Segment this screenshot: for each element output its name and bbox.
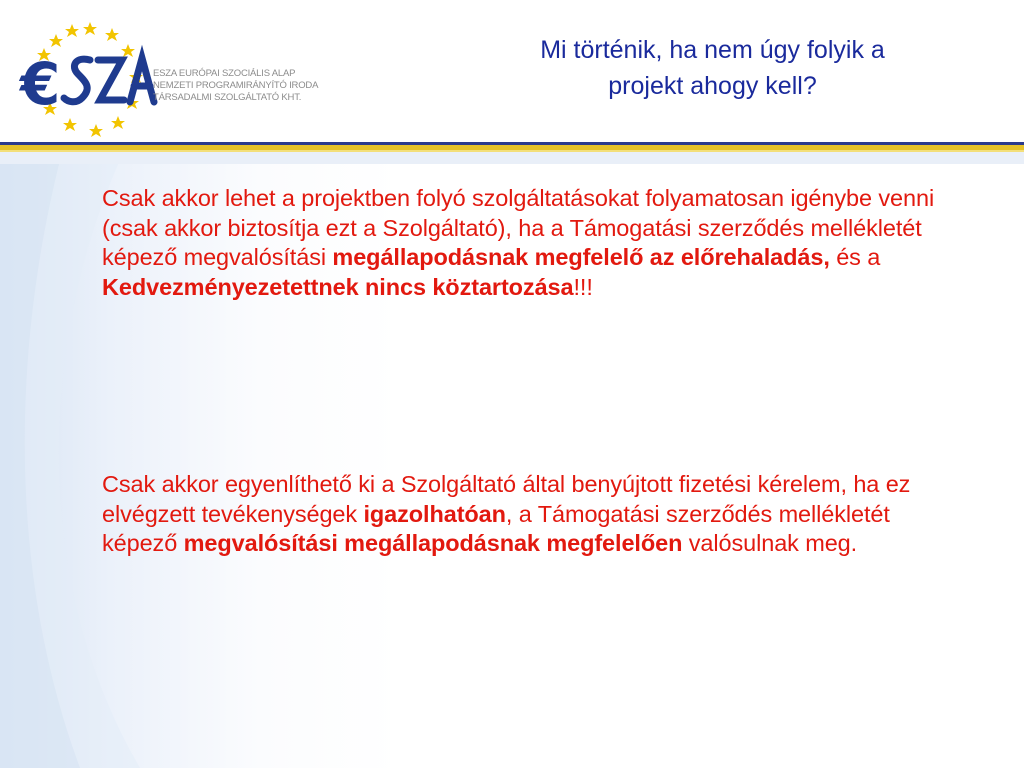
- title-line-1: Mi történik, ha nem úgy folyik a: [540, 36, 885, 64]
- paragraph-1-text-3: !!!: [573, 273, 593, 300]
- paragraph-1-text-1: Csak akkor lehet a projektben folyó szolgáltatásokat folyamatosan igénybe venni (csak akkor biztosítja ezt a Szolgáltató), ha a Támogatási szerződés mellékletét képező megvalósítási: [102, 185, 935, 270]
- paragraph-2-text-2: , a Támogatási szerződés mellékletét képező: [102, 500, 890, 556]
- organization-name: [153, 68, 363, 104]
- paragraph-1-bold-1: megállapodásnak megfelelő az előrehaladás,: [332, 244, 830, 270]
- org-line-3: TÁRSADALMI SZOLGÁLTATÓ KHT.: [153, 92, 302, 103]
- org-line-1: ESZA EURÓPAI SZOCIÁLIS ALAP: [153, 68, 296, 79]
- euro-sign-icon: €: [20, 50, 61, 118]
- header-divider-bar: [0, 142, 1024, 164]
- paragraph-2-bold-2: megvalósítási megállapodásnak megfelelően: [183, 530, 683, 556]
- paragraph-2-bold-1: igazolhatóan: [363, 500, 506, 527]
- slide-title: [455, 32, 970, 104]
- slide-header: [0, 0, 1024, 145]
- paragraph-1-bold-2: Kedvezményezetettnek nincs köztartozása: [102, 273, 574, 300]
- title-line-2: projekt ahogy kell?: [608, 72, 817, 100]
- paragraph-2-text-3: valósulnak meg.: [682, 530, 858, 556]
- paragraph-2-text-1: Csak akkor egyenlíthető ki a Szolgáltató által benyújtott fizetési kérelem, ha ez elvégzett tevékenységek: [102, 471, 911, 527]
- paragraph-1-text-2: és a: [829, 244, 881, 270]
- paragraph-2: [102, 470, 962, 559]
- paragraph-1: [102, 184, 962, 302]
- org-line-2: NEMZETI PROGRAMIRÁNYÍTÓ IRODA: [153, 80, 319, 91]
